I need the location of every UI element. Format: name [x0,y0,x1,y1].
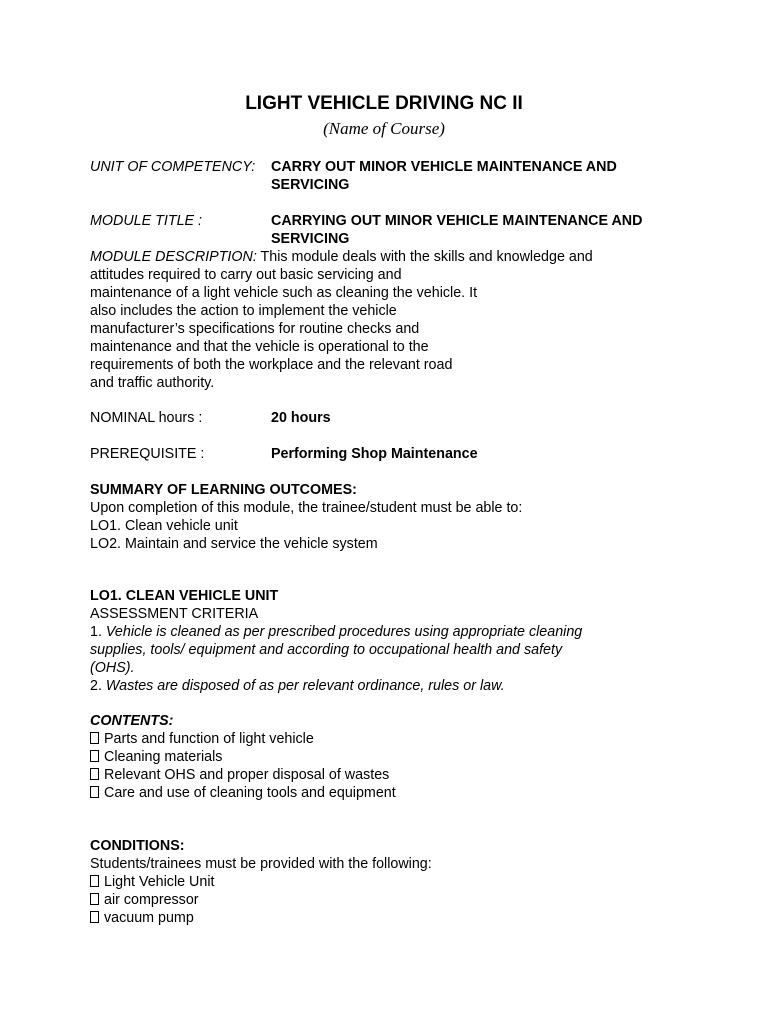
contents-item-text: Relevant OHS and proper disposal of wastes [104,767,390,783]
bullet-box-icon [90,732,99,744]
criterion-1 [90,623,582,641]
course-subtitle: (Name of Course) [323,119,445,138]
prerequisite-label: PREREQUISITE : [90,446,205,462]
criterion-text: Vehicle is cleaned as per prescribed procedures using appropriate cleaning [105,624,583,640]
criterion-1-line3: (OHS). [90,660,135,676]
criterion-number: 2. [90,678,106,694]
criterion-text: Wastes are disposed of as per relevant ordinance, rules or law. [105,678,505,694]
lo1-heading: LO1. CLEAN VEHICLE UNIT [90,588,279,604]
contents-item [90,730,314,748]
bullet-box-icon [90,768,99,780]
summary-heading: SUMMARY OF LEARNING OUTCOMES: [90,482,357,498]
conditions-item-text: air compressor [104,892,199,908]
module-description-text: requirements of both the workplace and the relevant road [90,357,453,373]
criterion-2 [90,677,505,695]
bullet-box-icon [90,875,99,887]
summary-item: LO1. Clean vehicle unit [90,518,238,534]
summary-intro: Upon completion of this module, the trainee/student must be able to: [90,500,523,516]
module-description-label: MODULE DESCRIPTION: [90,249,257,265]
module-description-text: maintenance and that the vehicle is operational to the [90,339,429,355]
module-description-line [90,248,593,266]
module-description-text: also includes the action to implement the vehicle [90,303,397,319]
contents-item-text: Cleaning materials [104,749,223,765]
nominal-hours-label: NOMINAL hours : [90,410,203,426]
conditions-item [90,873,214,891]
unit-value-line1: CARRY OUT MINOR VEHICLE MAINTENANCE AND [271,159,617,175]
conditions-item-text: Light Vehicle Unit [104,874,215,890]
module-description-text: This module deals with the skills and knowledge and [260,249,593,265]
bullet-box-icon [90,911,99,923]
course-title: LIGHT VEHICLE DRIVING NC II [245,93,523,114]
bullet-box-icon [90,893,99,905]
criterion-number: 1. [90,624,106,640]
module-description-text: maintenance of a light vehicle such as cleaning the vehicle. It [90,285,478,301]
contents-item [90,748,222,766]
contents-item-text: Parts and function of light vehicle [104,731,314,747]
bullet-box-icon [90,750,99,762]
module-description-text: attitudes required to carry out basic servicing and [90,267,402,283]
conditions-intro: Students/trainees must be provided with the following: [90,856,432,872]
summary-item: LO2. Maintain and service the vehicle system [90,536,378,552]
contents-item [90,784,396,802]
conditions-item [90,909,194,927]
bullet-box-icon [90,786,99,798]
module-description-text: manufacturer’s specifications for routine checks and [90,321,420,337]
contents-item [90,766,389,784]
module-title-label: MODULE TITLE : [90,213,203,229]
assessment-criteria-label: ASSESSMENT CRITERIA [90,606,259,622]
nominal-hours-value: 20 hours [271,410,331,426]
unit-value-line2: SERVICING [271,177,350,193]
module-description-text: and traffic authority. [90,375,215,391]
unit-label: UNIT OF COMPETENCY: [90,159,256,175]
conditions-item [90,891,199,909]
contents-item-text: Care and use of cleaning tools and equipment [104,785,396,801]
prerequisite-value: Performing Shop Maintenance [271,446,478,462]
module-title-value-line2: SERVICING [271,231,350,247]
module-title-value-line1: CARRYING OUT MINOR VEHICLE MAINTENANCE AND [271,213,643,229]
conditions-item-text: vacuum pump [104,910,194,926]
criterion-1-line2: supplies, tools/ equipment and according to occupational health and safety [90,642,563,658]
contents-heading: CONTENTS: [90,713,174,729]
conditions-heading: CONDITIONS: [90,838,185,854]
